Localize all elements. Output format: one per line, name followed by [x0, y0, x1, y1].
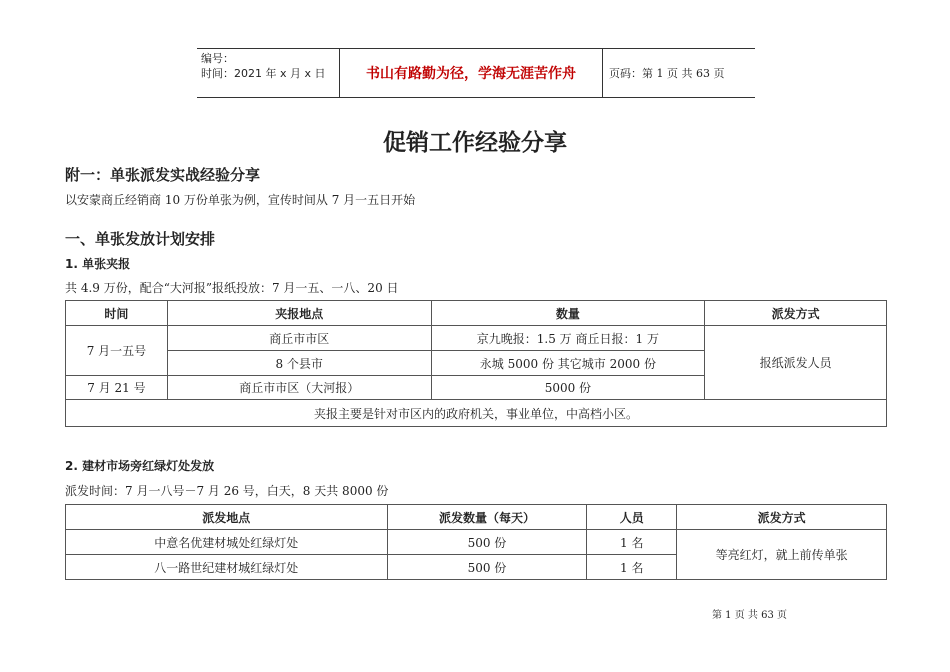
cell-qty: 永城 5000 份 其它城市 2000 份: [431, 351, 705, 376]
table-row: [66, 326, 887, 351]
cell-qty: 京九晚报：1.5 万 商丘日报：1 万: [431, 326, 705, 351]
page-title: 促销工作经验分享: [383, 130, 567, 156]
appendix-heading: 附一：单张派发实战经验分享: [65, 166, 261, 184]
sub2-heading: 2. 建材市场旁红绿灯处发放: [65, 459, 215, 473]
col-header: 派发地点: [66, 505, 388, 530]
cell-qty: 500 份: [387, 530, 587, 555]
sub2-desc: 派发时间：7 月一八号－7 月 26 号，白天，8 天共 8000 份: [65, 484, 389, 498]
col-header: 夹报地点: [167, 301, 431, 326]
time-label: 时间：2021 年 x 月 x 日: [201, 67, 326, 80]
sub1-desc: 共 4.9 万份，配合“大河报”报纸投放：7 月一五、一八、20 日: [65, 281, 399, 295]
cell-place: 中意名优建材城处红绿灯处: [66, 530, 388, 555]
header-page-info: 页码：第 1 页 共 63 页: [609, 67, 725, 80]
col-header: 时间: [66, 301, 168, 326]
col-header: 派发方式: [677, 505, 887, 530]
insert-table: [65, 300, 887, 427]
cell-qty: 500 份: [387, 555, 587, 580]
col-header: 数量: [431, 301, 705, 326]
table-header-row: [66, 301, 887, 326]
col-header: 派发数量（每天）: [387, 505, 587, 530]
cell-place: 8 个县市: [167, 351, 431, 376]
cell-note: 夹报主要是针对市区内的政府机关，事业单位，中高档小区。: [66, 400, 887, 427]
cell-place: 八一路世纪建材城红绿灯处: [66, 555, 388, 580]
sub1-heading: 1. 单张夹报: [65, 257, 131, 271]
cell-time: 7 月 21 号: [66, 376, 168, 400]
page-footer: 第 1 页 共 63 页: [712, 610, 787, 621]
table-header-row: [66, 505, 887, 530]
intro-text: 以安蒙商丘经销商 10 万份单张为例，宣传时间从 7 月一五日开始: [65, 193, 416, 207]
cell-place: 商丘市市区: [167, 326, 431, 351]
header-meta: [201, 51, 339, 81]
cell-staff: 1 名: [587, 530, 677, 555]
section1-heading: 一、单张发放计划安排: [65, 230, 216, 248]
table-row: [66, 530, 887, 555]
cell-qty: 5000 份: [431, 376, 705, 400]
header-motto: 书山有路勤为径，学海无涯苦作舟: [339, 49, 603, 97]
number-label: 编号：: [201, 52, 234, 65]
distribution-table: [65, 504, 887, 580]
document-header: [197, 48, 755, 98]
col-header: 人员: [587, 505, 677, 530]
cell-place: 商丘市市区（大河报）: [167, 376, 431, 400]
cell-staff: 1 名: [587, 555, 677, 580]
cell-method: 等亮红灯，就上前传单张: [677, 530, 887, 580]
table-note-row: [66, 400, 887, 427]
cell-time: 7 月一五号: [66, 326, 168, 376]
col-header: 派发方式: [705, 301, 887, 326]
cell-method: 报纸派发人员: [705, 326, 887, 400]
